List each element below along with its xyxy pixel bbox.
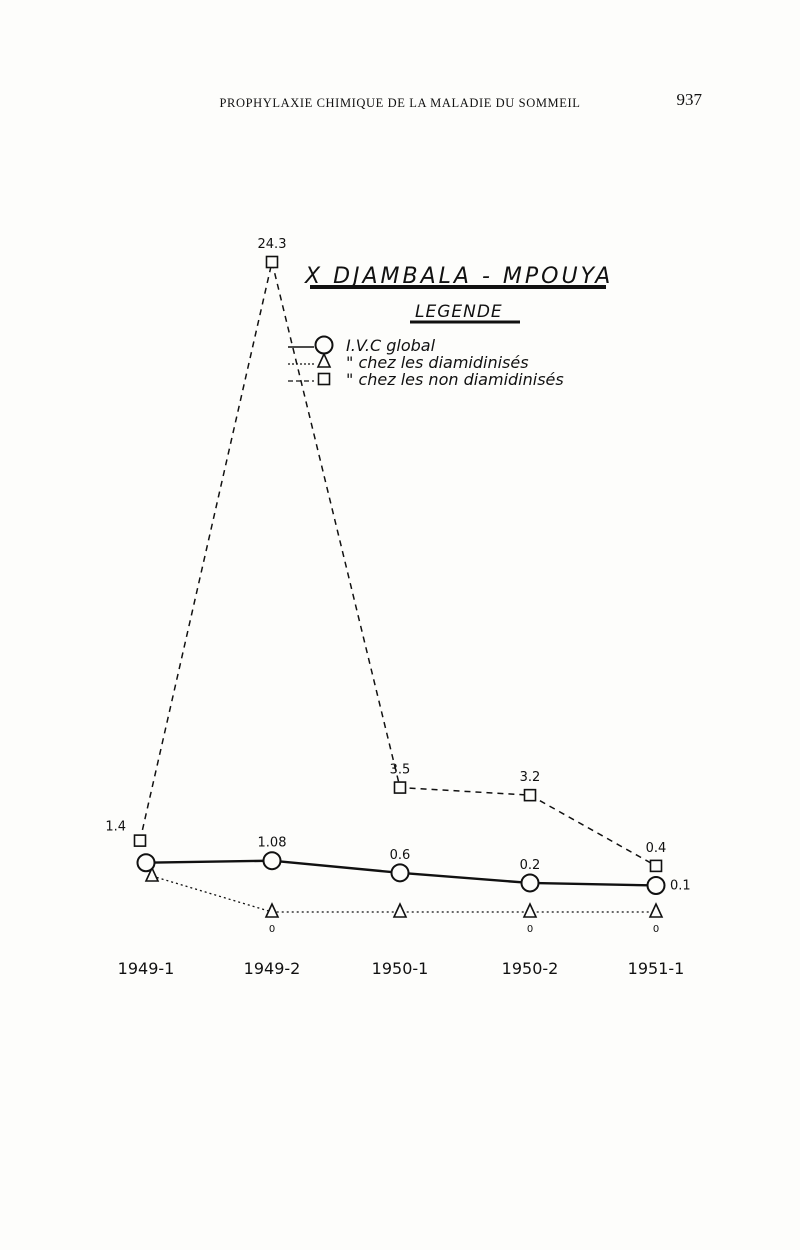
page-number: 937 — [676, 90, 702, 109]
marker-non_diamidinises-1 — [267, 257, 278, 268]
data-label-global-2: 0.6 — [389, 847, 411, 863]
data-label-non_diamidinises-2: 3.5 — [389, 762, 411, 778]
legend-title: LEGENDE — [415, 302, 503, 322]
x-tick-label-4: 1951-1 — [627, 959, 685, 978]
marker-non_diamidinises-4 — [651, 860, 662, 871]
data-label-diamidinises-1: 0 — [268, 924, 276, 935]
data-label-diamidinises-3: 0 — [526, 924, 534, 935]
marker-global-4 — [648, 877, 665, 894]
x-tick-label-2: 1950-1 — [371, 959, 429, 978]
marker-diamidinises-4 — [650, 904, 662, 917]
data-label-non_diamidinises-0: 1.4 — [105, 819, 126, 835]
legend-text-0: I.V.C global — [346, 336, 436, 355]
chart-title-group — [304, 264, 613, 289]
data-label-non_diamidinises-1: 24.3 — [257, 237, 287, 252]
legend-text-1: " chez les diamidinisés — [346, 353, 529, 372]
chart-title: X DJAMBALA - MPOUYA — [305, 264, 614, 289]
marker-non_diamidinises-3 — [525, 790, 536, 801]
marker-global-3 — [522, 874, 539, 891]
marker-non_diamidinises-2 — [395, 782, 406, 793]
legend-marker-0 — [316, 337, 333, 354]
marker-global-2 — [392, 864, 409, 881]
x-tick-label-3: 1950-2 — [501, 959, 559, 978]
legend — [288, 302, 564, 389]
x-tick-label-0: 1949-1 — [117, 959, 175, 978]
data-label-diamidinises-4: 0 — [652, 924, 660, 935]
marker-diamidinises-3 — [524, 904, 536, 917]
marker-global-1 — [264, 852, 281, 869]
marker-non_diamidinises-0 — [135, 835, 146, 846]
x-tick-labels — [118, 959, 685, 978]
legend-marker-1 — [318, 354, 330, 367]
data-label-global-4: 0.1 — [670, 878, 691, 894]
legend-marker-2 — [319, 374, 330, 385]
data-label-global-1: 1.08 — [257, 835, 287, 851]
marker-diamidinises-2 — [394, 904, 406, 917]
marker-global-0 — [138, 854, 155, 871]
x-tick-label-1: 1949-2 — [243, 959, 301, 978]
legend-text-2: " chez les non diamidinisés — [346, 370, 564, 389]
data-label-non_diamidinises-3: 3.2 — [519, 770, 541, 786]
running-head: PROPHYLAXIE CHIMIQUE DE LA MALADIE DU SOMMEIL — [219, 96, 581, 110]
data-label-non_diamidinises-4: 0.4 — [645, 840, 667, 856]
data-label-global-3: 0.2 — [519, 857, 541, 873]
